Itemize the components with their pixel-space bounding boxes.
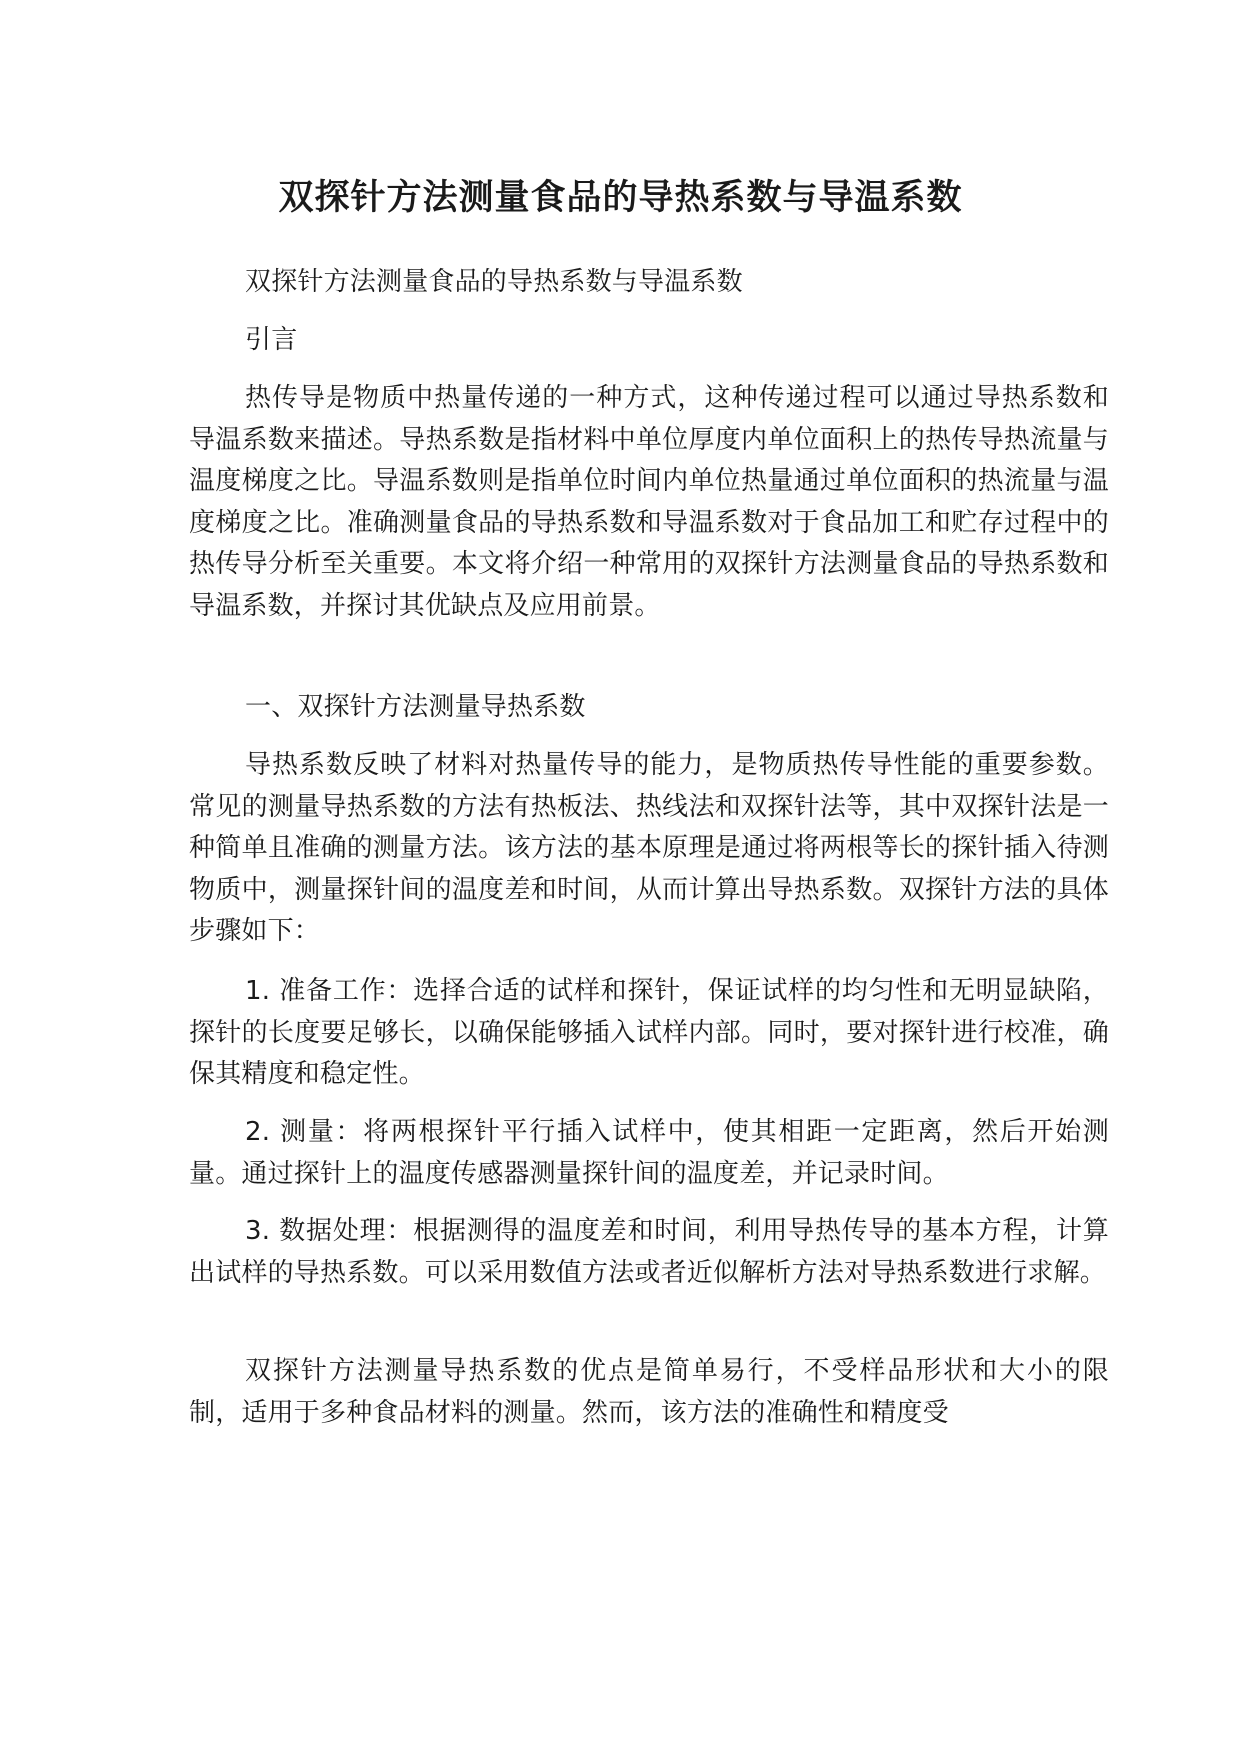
section-heading-1: 一、双探针方法测量导热系数 [245, 692, 586, 722]
step-1-paragraph: 1. 准备工作：选择合适的试样和探针，保证试样的均匀性和无明显缺陷，探针的长度要足够长，以确保能够插入试样内部。同时，要对探针进行校准，确保其精度和稳定性。 [189, 976, 1109, 1089]
step-3-paragraph: 3. 数据处理：根据测得的温度差和时间，利用导热传导的基本方程，计算出试样的导热系数。可以采用数值方法或者近似解析方法对导热系数进行求解。 [189, 1216, 1109, 1288]
intro-paragraph: 热传导是物质中热量传递的一种方式，这种传递过程可以通过导热系数和导温系数来描述。导热系数是指材料中单位厚度内单位面积上的热传导热流量与温度梯度之比。导温系数则是指单位时间内单位热量通过单位面积的热流量与温度梯度之比。准确测量食品的导热系数和导温系数对于食品加工和贮存过程中的热传导分析至关重要。本文将介绍一种常用的双探针方法测量食品的导热系数和导温系数，并探讨其优缺点及应用前景。 [189, 383, 1109, 621]
document-title: 双探针方法测量食品的导热系数与导温系数 [278, 178, 963, 218]
method-paragraph: 导热系数反映了材料对热量传导的能力，是物质热传导性能的重要参数。常见的测量导热系数的方法有热板法、热线法和双探针法等，其中双探针法是一种简单且准确的测量方法。该方法的基本原理是通过将两根等长的探针插入待测物质中，测量探针间的温度差和时间，从而计算出导热系数。双探针方法的具体步骤如下： [189, 750, 1109, 946]
advantages-paragraph: 双探针方法测量导热系数的优点是简单易行，不受样品形状和大小的限制，适用于多种食品材料的测量。然而，该方法的准确性和精度受 [189, 1356, 1109, 1428]
step-2-paragraph: 2. 测量：将两根探针平行插入试样中，使其相距一定距离，然后开始测量。通过探针上的温度传感器测量探针间的温度差，并记录时间。 [189, 1117, 1109, 1189]
section-heading-introduction: 引言 [245, 325, 298, 355]
subtitle-paragraph: 双探针方法测量食品的导热系数与导温系数 [245, 267, 743, 297]
